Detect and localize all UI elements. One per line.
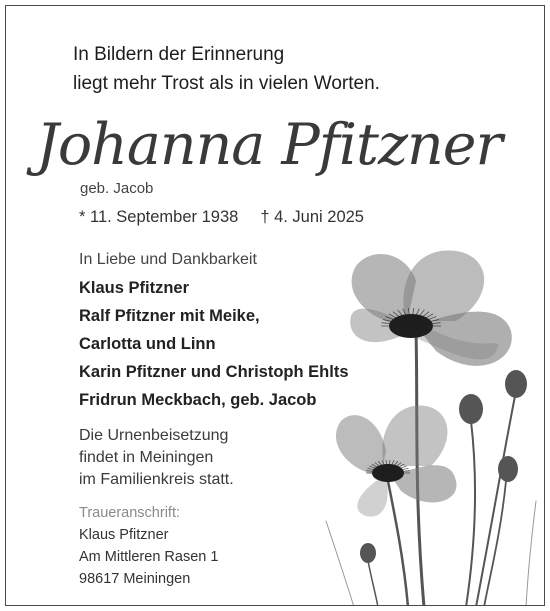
maiden-name: geb. Jacob xyxy=(80,180,154,197)
mourner-name: Carlotta und Linn xyxy=(79,335,216,353)
death-date: † 4. Juni 2025 xyxy=(260,208,364,226)
mourner-name: Klaus Pfitzner xyxy=(79,279,190,297)
poppy-illustration xyxy=(306,241,545,606)
birth-date: * 11. September 1938 xyxy=(79,208,239,226)
address-label: Traueranschrift: xyxy=(79,505,180,521)
quote-line-2: liegt mehr Trost als in vielen Worten. xyxy=(73,73,380,94)
burial-line-2: findet in Meiningen xyxy=(79,449,214,466)
memorial-quote xyxy=(73,40,380,98)
mourning-address xyxy=(79,502,218,590)
burial-line-3: im Familienkreis statt. xyxy=(79,471,234,488)
life-dates xyxy=(79,208,364,227)
mourner-name: Ralf Pfitzner mit Meike, xyxy=(79,307,260,325)
address-street: Am Mittleren Rasen 1 xyxy=(79,549,219,565)
address-name: Klaus Pfitzner xyxy=(79,527,169,543)
obituary-notice xyxy=(5,5,545,606)
mourners-intro: In Liebe und Dankbarkeit xyxy=(79,251,257,268)
quote-line-1: In Bildern der Erinnerung xyxy=(73,44,285,65)
mourner-name: Fridrun Meckbach, geb. Jacob xyxy=(79,391,317,409)
address-city: 98617 Meiningen xyxy=(79,571,191,587)
mourner-name: Karin Pfitzner und Christoph Ehlts xyxy=(79,363,349,381)
burial-info xyxy=(79,425,234,491)
deceased-name: Johanna Pfitzner xyxy=(36,112,502,178)
burial-line-1: Die Urnenbeisetzung xyxy=(79,427,229,444)
